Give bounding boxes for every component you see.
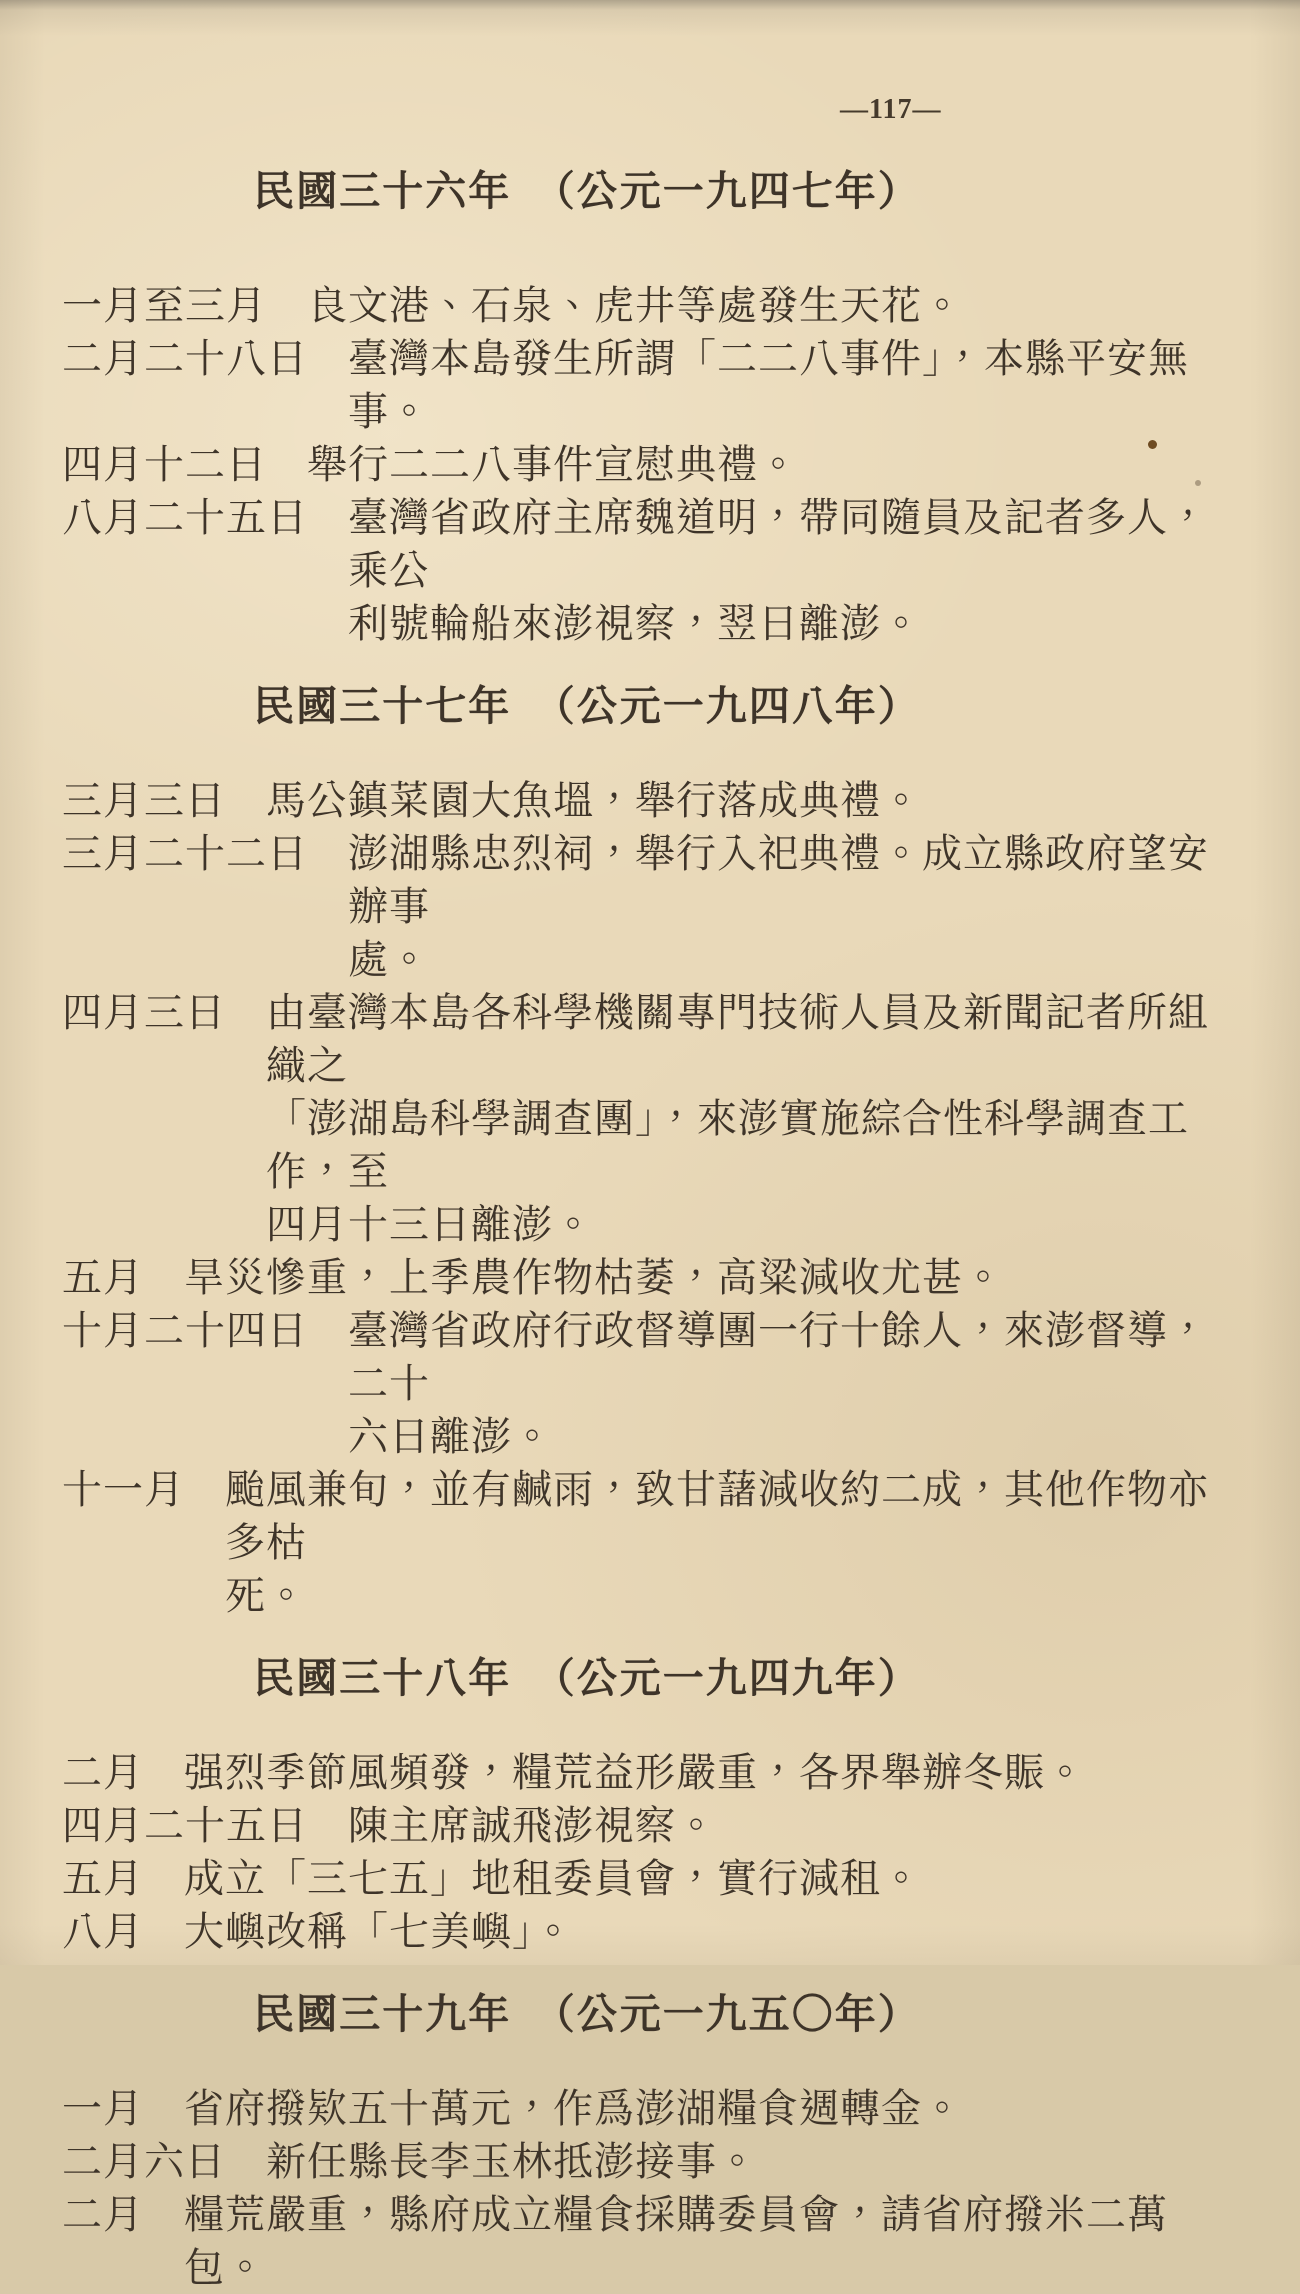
entry-text: [184, 1251, 1242, 1304]
entry-text-line: 處。: [348, 937, 430, 982]
chronicle-entry: [62, 491, 1242, 650]
entry-text: [348, 332, 1242, 438]
entry-date: 十一月: [62, 1467, 185, 1512]
entry-text-line: 臺灣本島發生所謂「二二八事件」，本縣平安無事。: [348, 336, 1189, 434]
chronicle-entry: [62, 279, 1242, 332]
chronicle-entry: [62, 1852, 1242, 1905]
entry-text-line: 死。: [225, 1573, 307, 1618]
entry-date: 三月三日: [62, 778, 226, 823]
chronicle-entry: [62, 2188, 1242, 2294]
year-heading: 民國三十九年 （公元一九五〇年）: [253, 1991, 921, 2037]
year-heading: 民國三十八年 （公元一九四九年）: [253, 1655, 921, 1701]
entry-text: [266, 774, 1242, 827]
entry-text-line: 馬公鎮菜園大魚塭，舉行落成典禮。: [266, 778, 922, 823]
ink-speck-faint: [1195, 480, 1201, 486]
chronicle-entry: [62, 1251, 1242, 1304]
entry-date: 二月: [62, 2192, 144, 2237]
entry-text-line: 良文港、石泉、虎井等處發生天花。: [307, 283, 963, 328]
entry-text: [348, 1304, 1242, 1463]
chronicle-entry: [62, 1905, 1242, 1958]
chronicle-entry: [62, 827, 1242, 986]
entry-text: [266, 986, 1242, 1251]
year-heading: 民國三十六年 （公元一九四七年）: [253, 168, 921, 214]
entry-text: [184, 1905, 1242, 1958]
entry-text-line: 由臺灣本島各科學機關專門技術人員及新聞記者所組織之: [266, 990, 1209, 1088]
chronicle-entry: [62, 1799, 1242, 1852]
entry-date: 四月二十五日: [62, 1803, 308, 1848]
entry-text-line: 旱災慘重，上季農作物枯萎，高粱減收尤甚。: [184, 1255, 1004, 1300]
entry-text: [348, 1799, 1242, 1852]
chronicle-entry: [62, 1463, 1242, 1622]
entry-date: 三月二十二日: [62, 831, 308, 876]
entry-date: 五月: [62, 1255, 144, 1300]
entry-date: 八月: [62, 1909, 144, 1954]
entry-text-line: 陳主席誠飛澎視察。: [348, 1803, 717, 1848]
entry-text-line: 利號輪船來澎視察，翌日離澎。: [348, 601, 922, 646]
entry-date: 八月二十五日: [62, 495, 308, 540]
entry-text: [348, 827, 1242, 986]
entry-text-line: 省府撥欵五十萬元，作爲澎湖糧食週轉金。: [184, 2086, 963, 2131]
entry-date: 二月二十八日: [62, 336, 308, 381]
ink-speck: [1148, 440, 1157, 449]
entry-text-line: 舉行二二八事件宣慰典禮。: [307, 442, 799, 487]
chronicle-entry: [62, 774, 1242, 827]
chronicle-entry: [62, 1304, 1242, 1463]
entry-text-line: 「澎湖島科學調查團」，來澎實施綜合性科學調查工作，至: [266, 1096, 1189, 1194]
entry-text: [184, 2188, 1242, 2294]
entry-text-line: 臺灣省政府主席魏道明，帶同隨員及記者多人，乘公: [348, 495, 1209, 593]
entry-text: [184, 1746, 1242, 1799]
entry-date: 四月三日: [62, 990, 226, 1035]
entry-text-line: 臺灣省政府行政督導團一行十餘人，來澎督導，二十: [348, 1308, 1209, 1406]
entry-date: 二月六日: [62, 2139, 226, 2184]
chronicle-entry: [62, 986, 1242, 1251]
entry-text: [348, 491, 1242, 650]
entry-date: 二月: [62, 1750, 144, 1795]
chronicle-entry: [62, 2135, 1242, 2188]
entry-text: [225, 1463, 1242, 1622]
entry-text: [184, 1852, 1242, 1905]
entry-text-line: 澎湖縣忠烈祠，舉行入祀典禮。成立縣政府望安辦事: [348, 831, 1209, 929]
entry-text: [184, 2082, 1242, 2135]
chronicle-entry: [62, 438, 1242, 491]
entry-text: [307, 438, 1242, 491]
year-heading: 民國三十七年 （公元一九四八年）: [253, 683, 921, 729]
entry-text-line: 强烈季節風頻發，糧荒益形嚴重，各界舉辦冬賑。: [184, 1750, 1086, 1795]
entry-text-line: 新任縣長李玉林抵澎接事。: [266, 2139, 758, 2184]
entry-text: [307, 279, 1242, 332]
chronicle-entry: [62, 1746, 1242, 1799]
entry-text-line: 四月十三日離澎。: [266, 1202, 594, 1247]
entry-text-line: 糧荒嚴重，縣府成立糧食採購委員會，請省府撥米二萬包。: [184, 2192, 1168, 2290]
chronicle-entry: [62, 332, 1242, 438]
entry-date: 一月: [62, 2086, 144, 2131]
chronicle: [62, 163, 1242, 2294]
entry-date: 五月: [62, 1856, 144, 1901]
entry-text: [266, 2135, 1242, 2188]
entry-text-line: 六日離澎。: [348, 1414, 553, 1459]
entry-date: 四月十二日: [62, 442, 267, 487]
entry-date: 一月至三月: [62, 283, 267, 328]
chronicle-entry: [62, 2082, 1242, 2135]
entry-date: 十月二十四日: [62, 1308, 308, 1353]
entry-text-line: 成立「三七五」地租委員會，實行減租。: [184, 1856, 922, 1901]
entry-text-line: 大嶼改稱「七美嶼」。: [184, 1909, 574, 1954]
entry-text-line: 颱風兼旬，並有鹹雨，致甘藷減收約二成，其他作物亦多枯: [225, 1467, 1209, 1565]
page-number: —117—: [840, 94, 942, 125]
